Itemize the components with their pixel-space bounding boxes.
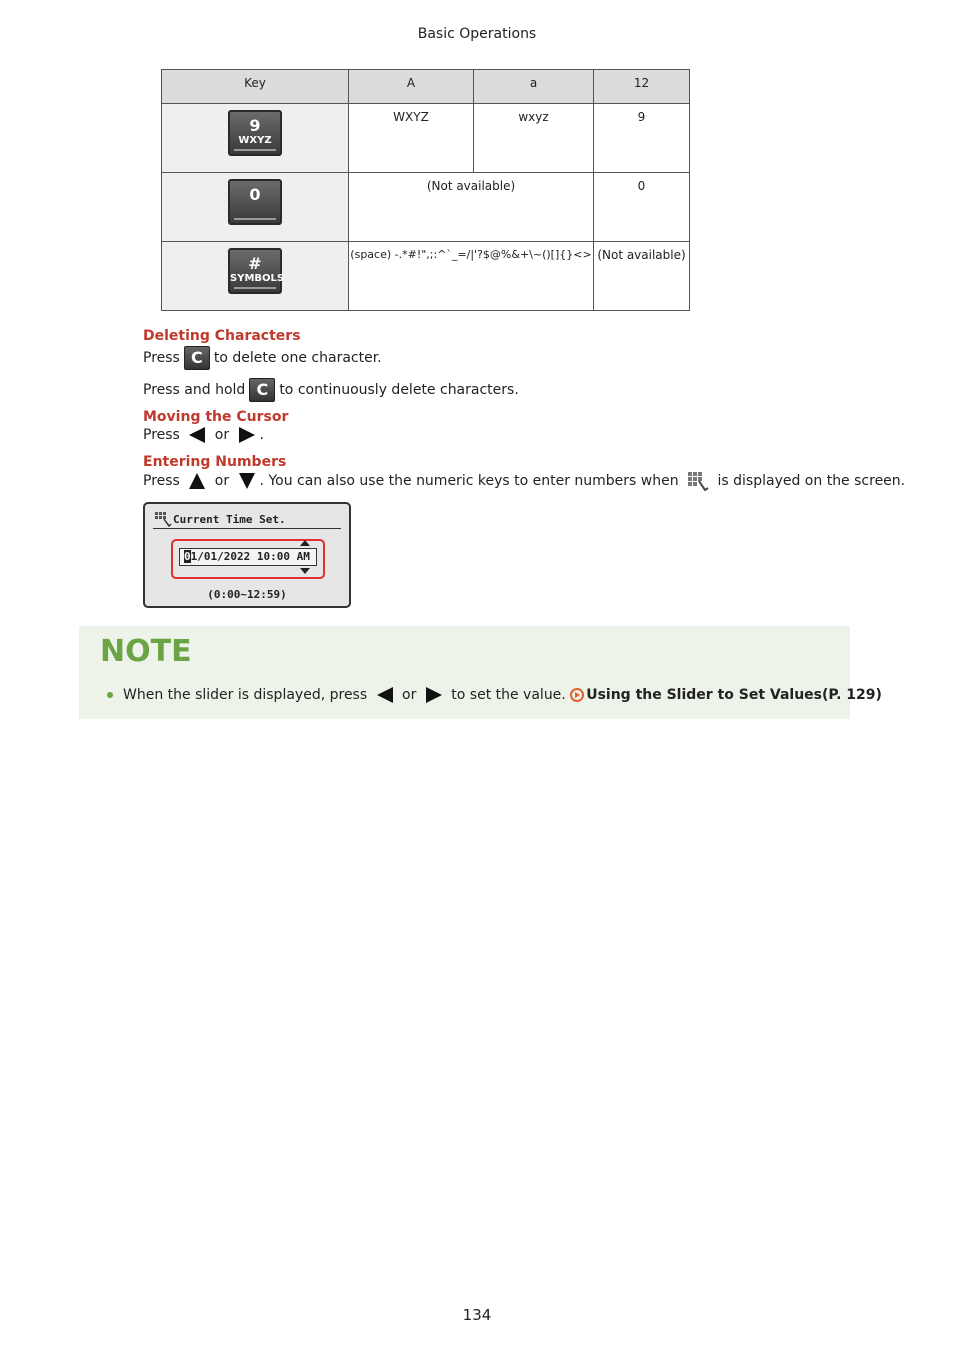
entering-numbers-line: Press or . You can also use the numeric keys to enter numbers when is displayed on the screen. [143,473,906,489]
left-arrow-key-icon [188,426,206,444]
entering-numbers-title: Entering Numbers [143,454,287,470]
clear-key-icon: C [184,346,210,370]
key-cell [162,104,349,173]
column-header-lower: a [474,70,594,104]
table-cell: (Not available) [349,173,594,242]
left-arrow-key-icon [376,686,394,704]
note-title: NOTE [100,634,192,669]
table-cell: 0 [594,173,690,242]
down-arrow-key-icon [238,472,256,490]
key-cell [162,242,349,311]
deleting-line-2: Press and hold C to continuously delete characters. [143,378,519,402]
table-header-row [162,70,690,104]
key-9-icon: 9 WXYZ [228,110,282,156]
link-arrow-icon [570,688,584,702]
key-character-table [161,69,690,311]
table-cell: wxyz [474,104,594,173]
text-cursor: 0 [184,550,191,563]
lcd-title: Current Time Set. [173,513,286,526]
note-box [79,626,882,719]
table-cell: WXYZ [349,104,474,173]
numeric-input-icon [687,471,709,491]
lcd-range: (0:00~12:59) [207,588,287,601]
deleting-characters-title: Deleting Characters [143,328,301,344]
moving-cursor-line: Press or . [143,427,264,443]
column-header-upper: A [349,70,474,104]
page-header: Basic Operations [417,26,537,42]
table-row [162,104,690,173]
table-cell: (Not available) [594,242,690,311]
right-arrow-key-icon [238,426,256,444]
key-0-icon: 0 [228,179,282,225]
lcd-divider [153,528,341,529]
numeric-input-icon [154,511,172,527]
date-time-value: 1/01/2022 10:00 AM [190,550,310,563]
scroll-down-icon [299,567,311,575]
table-row [162,242,690,311]
key-cell [162,173,349,242]
key-symbols-icon: # SYMBOLS [228,248,282,294]
column-header-numeric: 12 [594,70,690,104]
up-arrow-key-icon [188,472,206,490]
slider-link[interactable]: Using the Slider to Set Values(P. 129) [586,687,882,703]
table-cell: 9 [594,104,690,173]
moving-cursor-title: Moving the Cursor [143,409,289,425]
column-header-key: Key [162,70,349,104]
clear-key-icon: C [249,378,275,402]
scroll-up-icon [299,539,311,547]
table-cell: (space) -.*#!",;:^`_=/|'?$@%&+\~()[]{}<> [349,242,594,311]
right-arrow-key-icon [425,686,443,704]
note-item: When the slider is displayed, press or to set the value. Using the Slider to Set Values(P. 129) [107,686,882,704]
bullet-icon [107,692,113,698]
table-row [162,173,690,242]
deleting-line-1: Press C to delete one character. [143,346,382,370]
page-number: 134 [462,1306,492,1324]
lcd-screen-example [143,502,351,608]
date-time-field[interactable] [179,548,317,566]
